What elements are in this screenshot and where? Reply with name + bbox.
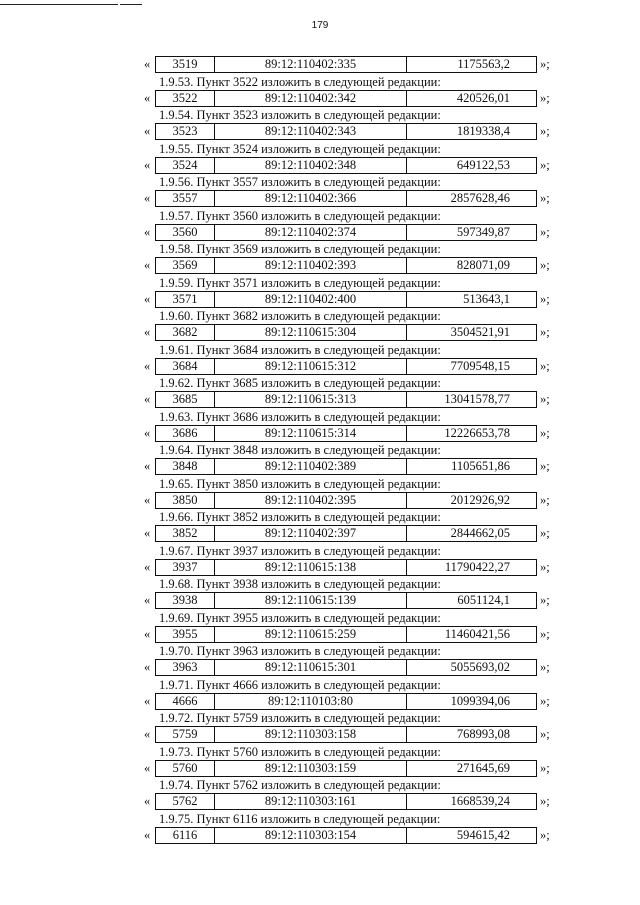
data-table: [155, 190, 537, 207]
table-row: [0, 291, 640, 308]
value-cell: 1105651,86: [451, 459, 510, 473]
table-row: [0, 190, 640, 207]
table-block: [0, 142, 640, 176]
value-cell: 6051124,1: [457, 593, 510, 607]
close-quote: »;: [540, 794, 550, 808]
table-block: [0, 510, 640, 544]
value-cell: 513643,1: [463, 291, 510, 306]
open-quote: «: [144, 291, 151, 306]
value-cell: 649122,53: [456, 157, 510, 172]
item-number-cell: 3571: [156, 292, 215, 307]
close-quote: »;: [540, 392, 550, 406]
close-quote: »;: [540, 124, 550, 138]
item-number-cell: 3938: [156, 593, 215, 608]
data-table: [155, 123, 537, 140]
amendment-caption: 1.9.66. Пункт 3852 изложить в следующей редакции:: [159, 510, 441, 524]
open-quote: «: [144, 794, 151, 808]
value-cell: 2857628,46: [450, 191, 510, 205]
amendment-caption: 1.9.60. Пункт 3682 изложить в следующей редакции:: [159, 309, 441, 323]
table-row: [0, 559, 640, 576]
value-cell: 1819338,4: [456, 124, 510, 138]
value-cell: 1668539,24: [450, 794, 510, 808]
value-cell: 768993,08: [456, 727, 510, 741]
amendment-caption: 1.9.67. Пункт 3937 изложить в следующей редакции:: [159, 543, 441, 558]
item-number-cell: 3523: [156, 124, 215, 139]
item-number-cell: 3848: [156, 459, 215, 474]
cadastral-number-cell: 89:12:110615:138: [215, 560, 407, 575]
data-table: [155, 257, 537, 274]
table-row: [0, 726, 640, 743]
item-number-cell: 3682: [156, 325, 215, 340]
data-table: [155, 291, 537, 308]
close-quote: »;: [540, 358, 550, 373]
cadastral-number-cell: 89:12:110303:158: [215, 727, 407, 742]
item-number-cell: 4666: [156, 694, 215, 709]
value-cell: 11460421,56: [444, 626, 510, 641]
data-table: [155, 56, 537, 73]
item-number-cell: 3684: [156, 359, 215, 374]
amendment-caption: 1.9.64. Пункт 3848 изложить в следующей редакции:: [159, 443, 441, 457]
table-block: [0, 242, 640, 276]
close-quote: »;: [540, 760, 550, 775]
open-quote: «: [144, 626, 151, 641]
value-cell: 828071,09: [456, 258, 510, 272]
item-number-cell: 6116: [156, 828, 215, 843]
cadastral-number-cell: 89:12:110615:312: [215, 359, 407, 374]
table-row: [0, 358, 640, 375]
close-quote: »;: [540, 492, 550, 507]
table-row: [0, 56, 640, 73]
open-quote: «: [144, 559, 151, 574]
table-row: [0, 324, 640, 341]
open-quote: «: [144, 57, 151, 71]
table-row: [0, 391, 640, 408]
close-quote: »;: [540, 693, 550, 708]
data-table: [155, 157, 537, 174]
cadastral-number-cell: 89:12:110615:304: [215, 325, 407, 340]
cadastral-number-cell: 89:12:110303:159: [215, 761, 407, 776]
table-block: [0, 644, 640, 678]
table-row: [0, 257, 640, 274]
item-number-cell: 3522: [156, 91, 215, 106]
open-quote: «: [144, 124, 151, 138]
value-cell: 420526,01: [456, 90, 510, 105]
cadastral-number-cell: 89:12:110402:400: [215, 292, 407, 307]
item-number-cell: 5760: [156, 761, 215, 776]
table-block: [0, 175, 640, 209]
close-quote: »;: [540, 258, 550, 272]
open-quote: «: [144, 157, 151, 172]
data-table: [155, 726, 537, 743]
cadastral-number-cell: 89:12:110615:314: [215, 426, 407, 441]
table-row: [0, 592, 640, 609]
close-quote: »;: [540, 325, 550, 339]
data-table: [155, 391, 537, 408]
item-number-cell: 3686: [156, 426, 215, 441]
table-block: [0, 678, 640, 712]
close-quote: »;: [540, 727, 550, 741]
open-quote: «: [144, 660, 151, 674]
amendment-caption: 1.9.75. Пункт 6116 изложить в следующей редакции:: [159, 811, 441, 826]
amendment-caption: 1.9.63. Пункт 3686 изложить в следующей редакции:: [159, 409, 441, 424]
data-table: [155, 525, 537, 542]
cadastral-number-cell: 89:12:110303:154: [215, 828, 407, 843]
amendment-caption: 1.9.69. Пункт 3955 изложить в следующей редакции:: [159, 610, 441, 625]
data-table: [155, 458, 537, 475]
table-block: [0, 209, 640, 243]
open-quote: «: [144, 191, 151, 205]
cadastral-number-cell: 89:12:110402:335: [215, 57, 407, 72]
close-quote: »;: [540, 526, 550, 540]
data-table: [155, 592, 537, 609]
data-table: [155, 492, 537, 509]
cadastral-number-cell: 89:12:110402:348: [215, 158, 407, 173]
cadastral-number-cell: 89:12:110402:342: [215, 91, 407, 106]
close-quote: »;: [540, 626, 550, 641]
amendment-caption: 1.9.61. Пункт 3684 изложить в следующей редакции:: [159, 342, 441, 357]
table-block: [0, 745, 640, 779]
table-block: [0, 376, 640, 410]
table-row: [0, 224, 640, 241]
close-quote: »;: [540, 157, 550, 172]
table-row: [0, 659, 640, 676]
open-quote: «: [144, 827, 151, 842]
page-number: 179: [311, 20, 329, 31]
open-quote: «: [144, 459, 151, 473]
value-cell: 11790422,27: [444, 559, 510, 574]
value-cell: 597349,87: [456, 224, 510, 239]
header-rule: [0, 4, 118, 5]
table-block: [0, 343, 640, 377]
table-block: [0, 812, 640, 846]
open-quote: «: [144, 593, 151, 607]
amendment-caption: 1.9.54. Пункт 3523 изложить в следующей редакции:: [159, 108, 441, 122]
table-row: [0, 425, 640, 442]
value-cell: 594615,42: [456, 827, 510, 842]
open-quote: «: [144, 760, 151, 775]
data-table: [155, 324, 537, 341]
close-quote: »;: [540, 559, 550, 574]
data-table: [155, 693, 537, 710]
amendment-caption: 1.9.62. Пункт 3685 изложить в следующей редакции:: [159, 376, 441, 390]
table-row: [0, 693, 640, 710]
value-cell: 7709548,15: [450, 358, 510, 373]
amendment-caption: 1.9.71. Пункт 4666 изложить в следующей редакции:: [159, 677, 441, 692]
cadastral-number-cell: 89:12:110615:301: [215, 660, 407, 675]
cadastral-number-cell: 89:12:110402:395: [215, 493, 407, 508]
item-number-cell: 3569: [156, 258, 215, 273]
open-quote: «: [144, 727, 151, 741]
data-table: [155, 659, 537, 676]
cadastral-number-cell: 89:12:110402:397: [215, 526, 407, 541]
table-block: [0, 108, 640, 142]
cadastral-number-cell: 89:12:110402:366: [215, 191, 407, 206]
table-block: [0, 577, 640, 611]
data-table: [155, 224, 537, 241]
data-table: [155, 760, 537, 777]
table-block: [0, 75, 640, 109]
document-body: [0, 56, 640, 845]
amendment-caption: 1.9.72. Пункт 5759 изложить в следующей редакции:: [159, 711, 441, 725]
value-cell: 3504521,91: [450, 325, 510, 339]
table-block: [0, 276, 640, 310]
cadastral-number-cell: 89:12:110303:161: [215, 794, 407, 809]
table-row: [0, 525, 640, 542]
amendment-caption: 1.9.70. Пункт 3963 изложить в следующей редакции:: [159, 644, 441, 658]
table-block: [0, 778, 640, 812]
close-quote: »;: [540, 291, 550, 306]
open-quote: «: [144, 693, 151, 708]
data-table: [155, 827, 537, 844]
item-number-cell: 3685: [156, 392, 215, 407]
open-quote: «: [144, 425, 151, 440]
open-quote: «: [144, 358, 151, 373]
data-table: [155, 559, 537, 576]
cadastral-number-cell: 89:12:110402:343: [215, 124, 407, 139]
item-number-cell: 3557: [156, 191, 215, 206]
cadastral-number-cell: 89:12:110615:313: [215, 392, 407, 407]
item-number-cell: 5759: [156, 727, 215, 742]
value-cell: 2012926,92: [450, 492, 510, 507]
item-number-cell: 3850: [156, 493, 215, 508]
table-row: [0, 626, 640, 643]
table-block: [0, 410, 640, 444]
close-quote: »;: [540, 660, 550, 674]
amendment-caption: 1.9.58. Пункт 3569 изложить в следующей редакции:: [159, 242, 441, 256]
cadastral-number-cell: 89:12:110402:389: [215, 459, 407, 474]
amendment-caption: 1.9.73. Пункт 5760 изложить в следующей редакции:: [159, 744, 441, 759]
data-table: [155, 793, 537, 810]
header-rule-short: [120, 4, 142, 5]
value-cell: 1099394,06: [450, 693, 510, 708]
table-row: [0, 458, 640, 475]
table-block-first: [0, 56, 640, 75]
amendment-caption: 1.9.59. Пункт 3571 изложить в следующей редакции:: [159, 275, 441, 290]
item-number-cell: 3963: [156, 660, 215, 675]
value-cell: 12226653,78: [444, 425, 510, 440]
item-number-cell: 3560: [156, 225, 215, 240]
close-quote: »;: [540, 425, 550, 440]
open-quote: «: [144, 224, 151, 239]
amendment-caption: 1.9.68. Пункт 3938 изложить в следующей редакции:: [159, 577, 441, 591]
table-row: [0, 123, 640, 140]
table-row: [0, 157, 640, 174]
open-quote: «: [144, 258, 151, 272]
cadastral-number-cell: 89:12:110103:80: [215, 694, 407, 709]
close-quote: »;: [540, 191, 550, 205]
data-table: [155, 425, 537, 442]
close-quote: »;: [540, 224, 550, 239]
open-quote: «: [144, 392, 151, 406]
data-table: [155, 90, 537, 107]
value-cell: 5055693,02: [450, 660, 510, 674]
data-table: [155, 358, 537, 375]
amendment-caption: 1.9.55. Пункт 3524 изложить в следующей редакции:: [159, 141, 441, 156]
item-number-cell: 5762: [156, 794, 215, 809]
value-cell: 1175563,2: [457, 57, 510, 71]
cadastral-number-cell: 89:12:110615:259: [215, 627, 407, 642]
close-quote: »;: [540, 90, 550, 105]
table-block: [0, 711, 640, 745]
table-row: [0, 827, 640, 844]
value-cell: 13041578,77: [444, 392, 510, 406]
cadastral-number-cell: 89:12:110402:393: [215, 258, 407, 273]
table-block: [0, 477, 640, 511]
cadastral-number-cell: 89:12:110402:374: [215, 225, 407, 240]
table-block: [0, 443, 640, 477]
item-number-cell: 3955: [156, 627, 215, 642]
open-quote: «: [144, 526, 151, 540]
table-row: [0, 492, 640, 509]
table-block: [0, 611, 640, 645]
amendment-caption: 1.9.56. Пункт 3557 изложить в следующей редакции:: [159, 175, 441, 189]
open-quote: «: [144, 325, 151, 339]
table-row: [0, 793, 640, 810]
open-quote: «: [144, 492, 151, 507]
table-row: [0, 760, 640, 777]
value-cell: 271645,69: [456, 760, 510, 775]
value-cell: 2844662,05: [450, 526, 510, 540]
amendment-caption: 1.9.53. Пункт 3522 изложить в следующей редакции:: [159, 74, 441, 89]
amendment-caption: 1.9.65. Пункт 3850 изложить в следующей редакции:: [159, 476, 441, 491]
item-number-cell: 3937: [156, 560, 215, 575]
item-number-cell: 3519: [156, 57, 215, 72]
cadastral-number-cell: 89:12:110615:139: [215, 593, 407, 608]
data-table: [155, 626, 537, 643]
item-number-cell: 3524: [156, 158, 215, 173]
amendment-caption: 1.9.74. Пункт 5762 изложить в следующей редакции:: [159, 778, 441, 792]
item-number-cell: 3852: [156, 526, 215, 541]
close-quote: »;: [540, 593, 550, 607]
table-row: [0, 90, 640, 107]
close-quote: »;: [540, 827, 550, 842]
close-quote: »;: [540, 459, 550, 473]
table-block: [0, 544, 640, 578]
table-block: [0, 309, 640, 343]
amendment-caption: 1.9.57. Пункт 3560 изложить в следующей редакции:: [159, 208, 441, 223]
close-quote: »;: [540, 57, 550, 71]
open-quote: «: [144, 90, 151, 105]
